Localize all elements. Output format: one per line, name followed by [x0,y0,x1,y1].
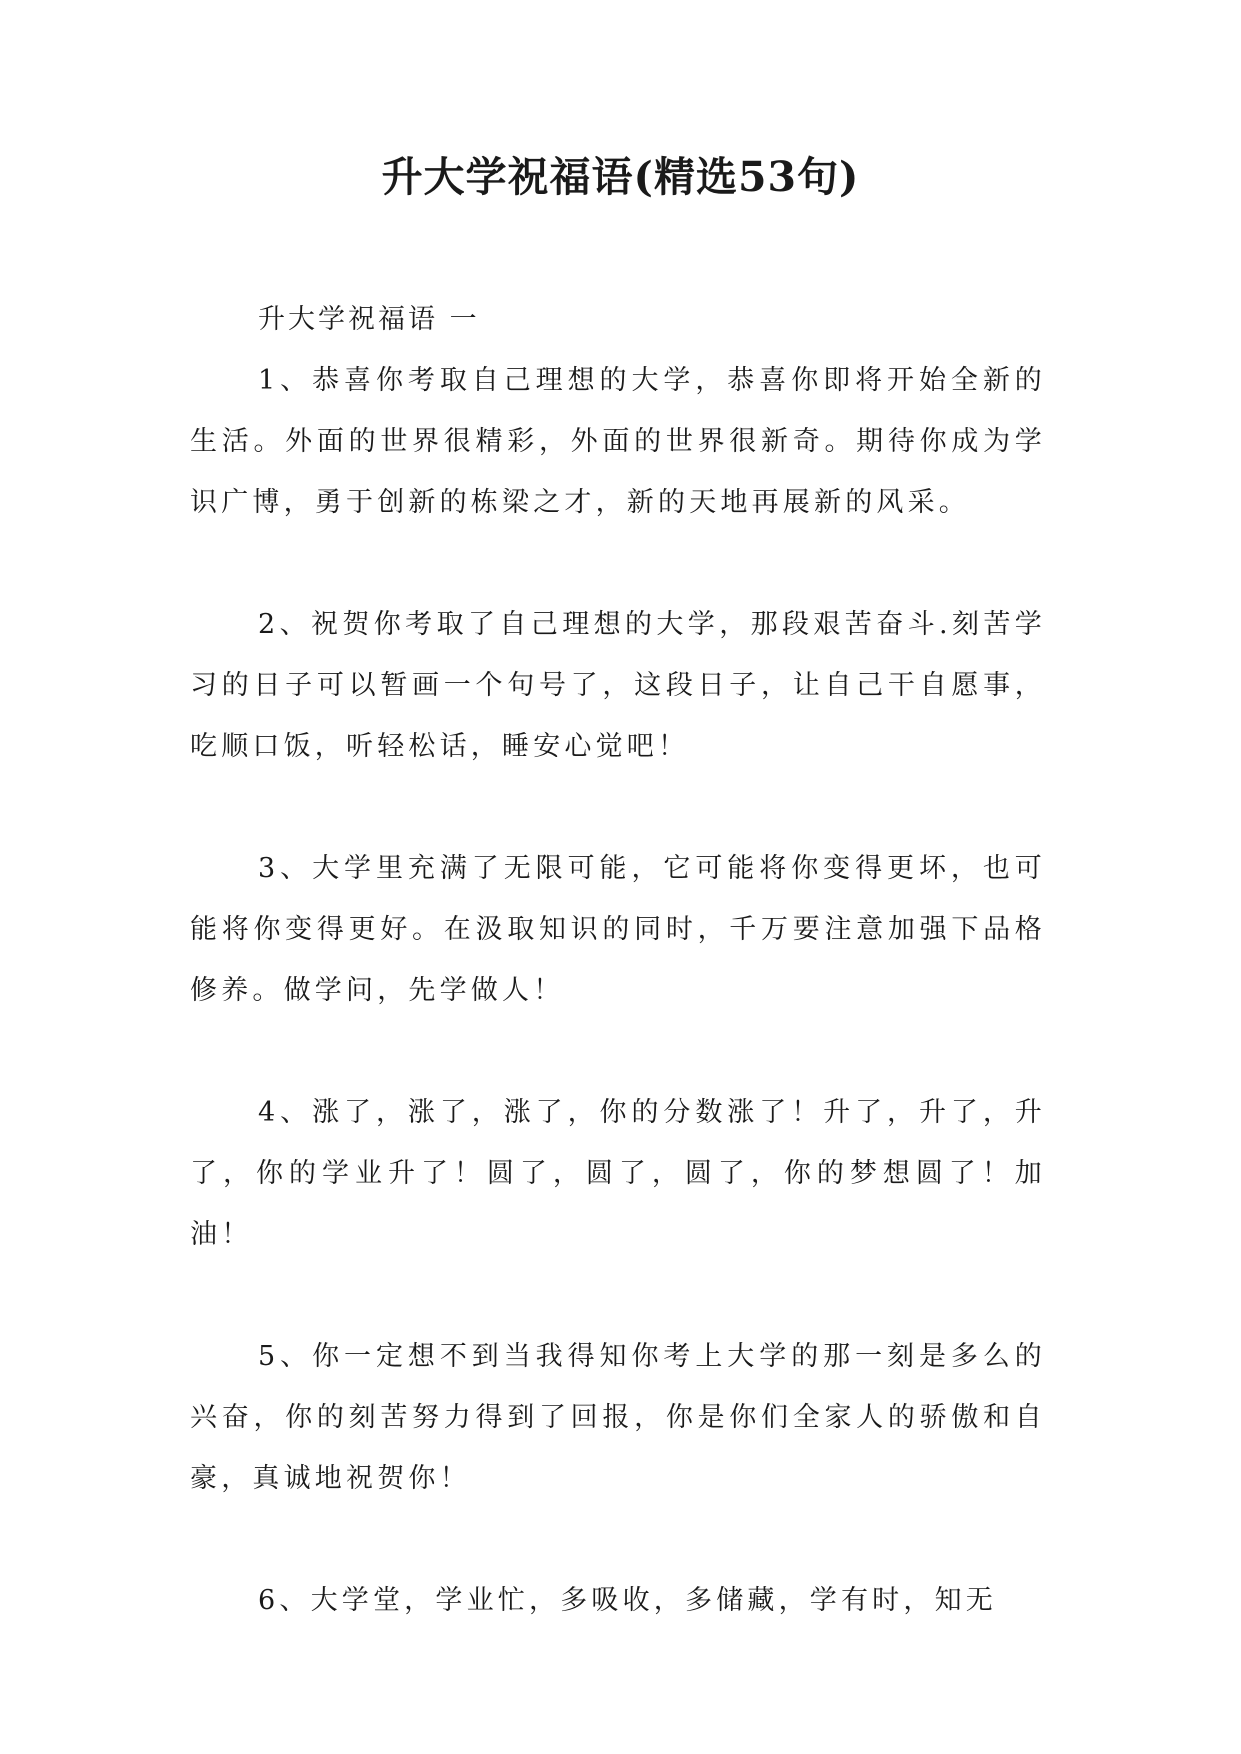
paragraph-4: 4、涨了，涨了，涨了，你的分数涨了！升了，升了，升了，你的学业升了！圆了，圆了，圆了，你的梦想圆了！加油！ [190,1097,1046,1250]
paragraph-5: 5、你一定想不到当我得知你考上大学的那一刻是多么的兴奋，你的刻苦努力得到了回报，你是你们全家人的骄傲和自豪，真诚地祝贺你！ [190,1341,1046,1494]
paragraph-6: 6、大学堂，学业忙，多吸收，多储藏，学有时，知无 [258,1585,997,1616]
paragraph-2: 2、祝贺你考取了自己理想的大学，那段艰苦奋斗.刻苦学习的日子可以暂画一个句号了，这段日子，让自己干自愿事，吃顺口饭，听轻松话，睡安心觉吧！ [190,609,1046,762]
paragraph-1: 1、恭喜你考取自己理想的大学，恭喜你即将开始全新的生活。外面的世界很精彩，外面的世界很新奇。期待你成为学识广博，勇于创新的栋梁之才，新的天地再展新的风采。 [190,365,1046,518]
section-heading: 升大学祝福语 一 [258,304,480,335]
document-title: 升大学祝福语(精选53句) [381,153,860,201]
document-body [190,289,1046,1692]
paragraph-3: 3、大学里充满了无限可能，它可能将你变得更坏，也可能将你变得更好。在汲取知识的同时，千万要注意加强下品格修养。做学问，先学做人！ [190,853,1046,1006]
